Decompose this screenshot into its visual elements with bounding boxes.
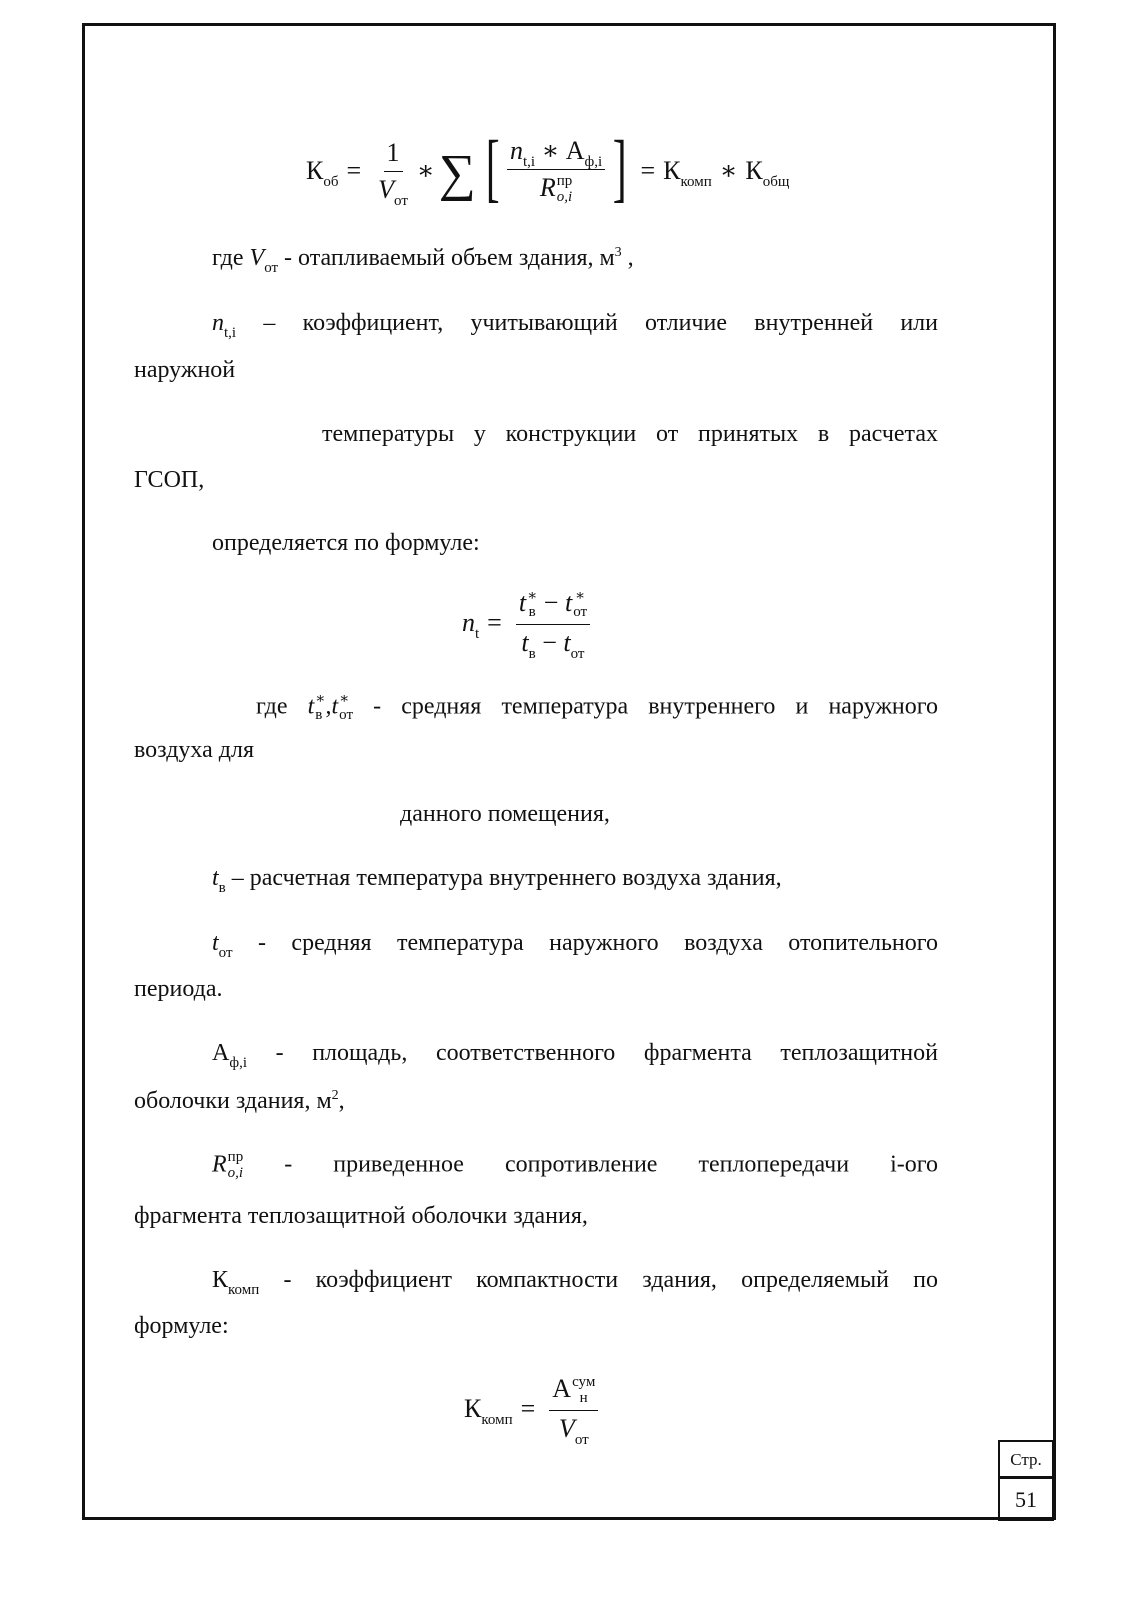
n-t-symbol: $n_t$ <box>462 608 480 642</box>
para-t-ot-line1: $t_{от}$ - средняя температура наружного воздуха отопительного <box>212 930 938 961</box>
para-n-ti-line2: наружной <box>134 357 236 383</box>
formula-k-komp <box>464 1372 604 1446</box>
para-r-pr-line2: фрагмента теплозащитной оболочки здания, <box>134 1203 588 1229</box>
k-ob-symbol: $К_{об}$ <box>306 156 339 190</box>
para-a-fi-line1: $А_{ф,i}$ - площадь, соответственного фрагмента теплозащитной <box>212 1040 938 1071</box>
para-given-room: данного помещения, <box>400 801 610 827</box>
para-t-v: $t_в$ – расчетная температура внутреннего воздуха здания, <box>212 865 782 896</box>
denominator-volume: $V_{от}$ <box>558 1413 589 1448</box>
page-label-box: Стр. <box>998 1440 1054 1478</box>
para-t-ot-line2: периода. <box>134 976 223 1002</box>
para-k-komp-line2: формуле: <box>134 1313 229 1339</box>
fraction-denominator: $V_{от}$ <box>378 174 408 209</box>
inner-numerator: $n_{t,i}$ ∗ $А_{ф,i}$ <box>507 136 605 170</box>
para-k-komp-line1: $К_{комп}$ - коэффициент компактности здания, определяемый по <box>212 1267 938 1298</box>
equals-sign: = <box>520 1394 536 1423</box>
para-avg-temperature-line2: воздуха для <box>134 737 254 763</box>
para-temperatures-line2: ГСОП, <box>134 467 205 493</box>
k-komp-symbol: $К_{комп}$ <box>464 1394 513 1428</box>
para-r-pr-line1: R пр o,i - приведенное сопротивление теплопередачи i-ого <box>212 1149 938 1181</box>
fraction-temperatures <box>516 588 590 662</box>
numerator-temperatures: t ∗ в − t ∗ от <box>516 588 590 625</box>
denominator-temperatures: $t_в - t_{от}$ <box>521 627 585 662</box>
k-komp-symbol: $К_{комп}$ <box>663 156 712 190</box>
inner-denominator: R пр o,i <box>539 173 573 206</box>
bracket-open: [ <box>485 126 500 210</box>
bracket-close: ] <box>612 126 627 210</box>
fraction-a-over-v <box>549 1374 598 1448</box>
para-temperatures-line1: температуры у конструкции от принятых в расчетах <box>322 421 938 447</box>
equals-sign-2: = <box>640 156 656 185</box>
para-determined-by: определяется по формуле: <box>212 530 480 556</box>
para-n-ti-line1: $n_{t,i}$ – коэффициент, учитывающий отличие внутренней или <box>212 310 938 341</box>
k-obsch-symbol: $К_{общ}$ <box>745 156 790 190</box>
formula-n-t <box>462 588 596 662</box>
para-avg-temperature-line1: где t ∗ в ,t ∗ от - средняя температура внутреннего и наружного <box>256 691 939 723</box>
numerator-area: А сум н <box>549 1374 598 1411</box>
equals-sign: = <box>346 156 362 185</box>
multiply-sign: ∗ <box>416 156 435 185</box>
formula-k-ob <box>306 126 789 216</box>
fraction-numerator: 1 <box>384 138 403 172</box>
page-number-box: 51 <box>998 1477 1054 1521</box>
fraction-inner <box>507 136 605 206</box>
para-a-fi-line2: оболочки здания, $м^2$, <box>134 1088 345 1114</box>
sum-sign: ∑ <box>438 144 476 202</box>
para-v-ot: где $V_{от}$ - отапливаемый объем здания, $м^3$ , <box>212 245 634 276</box>
fraction-1-over-v <box>375 137 411 209</box>
multiply-sign-2: ∗ <box>719 156 738 185</box>
equals-sign: = <box>487 608 502 637</box>
